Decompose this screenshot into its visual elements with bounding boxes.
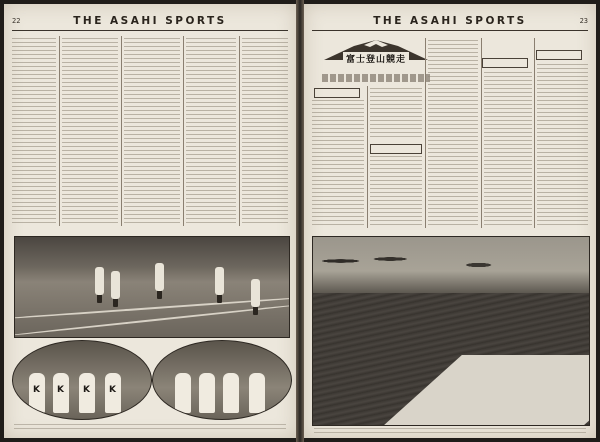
right-page: [304, 4, 596, 438]
text-column: [186, 36, 236, 226]
left-page: [4, 4, 296, 438]
text-column: [124, 36, 180, 226]
photo-caption: [314, 428, 586, 436]
text-column: [484, 70, 532, 228]
header-rule: [12, 30, 288, 31]
track-race-photo: [14, 236, 290, 338]
article-headline: 富士登山競走: [343, 52, 409, 65]
photo-caption: [14, 422, 286, 432]
column-divider: [534, 38, 535, 228]
binding-gutter: [296, 0, 304, 442]
swimming-pool-photo: [312, 236, 590, 426]
right-page-header: [312, 14, 588, 28]
text-column: [12, 36, 56, 226]
text-column: [428, 38, 478, 228]
section-heading-box: [370, 144, 422, 154]
right-page-number: 23: [579, 17, 588, 25]
text-column: [62, 36, 118, 226]
article-subheading: [322, 74, 430, 82]
left-page-number: 22: [12, 17, 21, 25]
section-heading-box: [314, 88, 360, 98]
right-magazine-title: THE ASAHI SPORTS: [373, 15, 527, 27]
column-divider: [367, 86, 368, 228]
column-divider: [183, 36, 184, 226]
text-column: [537, 62, 588, 228]
text-column: [242, 36, 288, 226]
header-rule: [312, 30, 588, 31]
column-divider: [121, 36, 122, 226]
section-heading-box: [482, 58, 528, 68]
left-page-header: [12, 14, 288, 28]
column-divider: [59, 36, 60, 226]
team-photo-left: K K K K: [12, 340, 152, 420]
team-photo-right: [152, 340, 292, 420]
column-divider: [239, 36, 240, 226]
left-magazine-title: THE ASAHI SPORTS: [73, 15, 227, 27]
article-title-box: [324, 38, 428, 72]
text-column: [370, 156, 422, 228]
text-column: [370, 88, 422, 140]
text-column: [312, 100, 364, 228]
section-heading-box: [536, 50, 582, 60]
column-divider: [425, 38, 426, 228]
column-divider: [481, 38, 482, 228]
